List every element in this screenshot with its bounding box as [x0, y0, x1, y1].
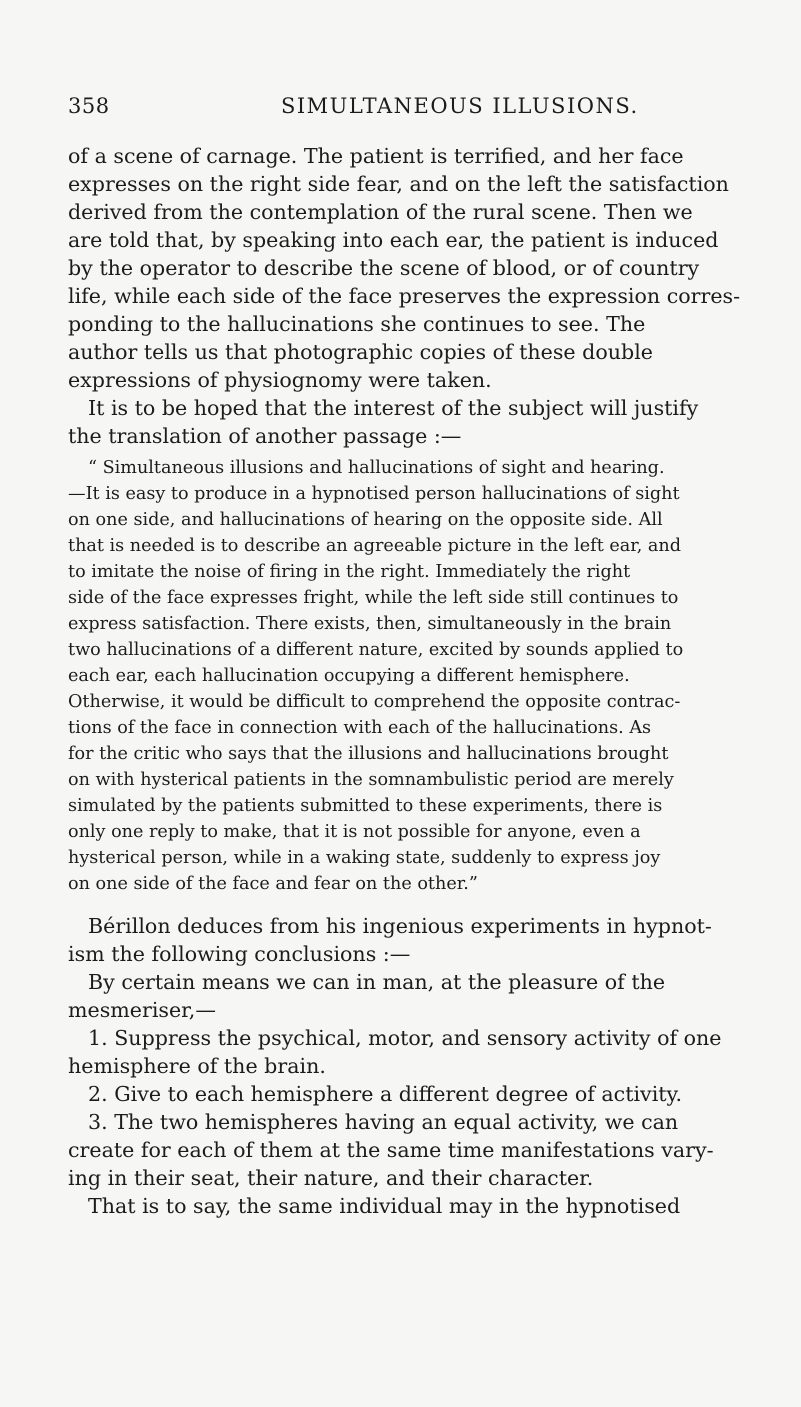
page-header	[68, 94, 780, 124]
text-line: by the operator to describe the scene of blood, or of country	[68, 256, 700, 280]
list-item: 2. Give to each hemisphere a different degree of activity.	[88, 1082, 683, 1106]
quote-line: to imitate the noise of firing in the right. Immediately the right	[68, 562, 631, 582]
text-line: life, while each side of the face preserves the expression corres-	[68, 284, 741, 308]
text-line: mesmeriser,—	[68, 998, 216, 1022]
quote-line: side of the face expresses fright, while the left side still continues to	[68, 588, 679, 608]
text-line: ponding to the hallucinations she continues to see. The	[68, 312, 646, 336]
text-line: That is to say, the same individual may in the hypnotised	[88, 1194, 681, 1218]
list-item: 3. The two hemispheres having an equal activity, we can	[88, 1110, 679, 1134]
quote-line: that is needed is to describe an agreeable picture in the left ear, and	[68, 536, 682, 556]
quote-line: hysterical person, while in a waking state, suddenly to express joy	[68, 848, 661, 868]
text-line: ing in their seat, their nature, and their character.	[68, 1166, 594, 1190]
quote-line: each ear, each hallucination occupying a different hemisphere.	[68, 666, 630, 686]
running-head: SIMULTANEOUS ILLUSIONS.	[281, 94, 639, 118]
quote-line: for the critic who says that the illusions and hallucinations brought	[68, 744, 669, 764]
quote-line: on one side of the face and fear on the other.”	[68, 874, 478, 894]
quote-line: tions of the face in connection with each of the hallucinations. As	[68, 718, 652, 738]
text-line: By certain means we can in man, at the pleasure of the	[88, 970, 666, 994]
quote-line: on one side, and hallucinations of hearing on the opposite side. All	[68, 510, 663, 530]
text-line: derived from the contemplation of the rural scene. Then we	[68, 200, 693, 224]
quote-line: on with hysterical patients in the somnambulistic period are merely	[68, 770, 674, 790]
text-line: Bérillon deduces from his ingenious experiments in hypnot-	[88, 914, 712, 938]
page-number: 358	[68, 94, 110, 118]
quote-line: only one reply to make, that it is not possible for anyone, even a	[68, 822, 641, 842]
quote-line: “ Simultaneous illusions and hallucinations of sight and hearing.	[88, 458, 665, 478]
text-line: of a scene of carnage. The patient is terrified, and her face	[68, 144, 684, 168]
text-line: expresses on the right side fear, and on the left the satisfaction	[68, 172, 729, 196]
quote-line: express satisfaction. There exists, then, simultaneously in the brain	[68, 614, 672, 634]
text-line: create for each of them at the same time manifestations vary-	[68, 1138, 714, 1162]
text-line: expressions of physiognomy were taken.	[68, 368, 492, 392]
text-line: ism the following conclusions :—	[68, 942, 411, 966]
quote-line: Otherwise, it would be difficult to comprehend the opposite contrac-	[68, 692, 681, 712]
quote-line: —It is easy to produce in a hypnotised person hallucinations of sight	[68, 484, 680, 504]
text-line: It is to be hoped that the interest of the subject will justify	[88, 396, 699, 420]
text-line: the translation of another passage :—	[68, 424, 462, 448]
text-line: hemisphere of the brain.	[68, 1054, 326, 1078]
quote-line: simulated by the patients submitted to these experiments, there is	[68, 796, 663, 816]
quote-line: two hallucinations of a different nature, excited by sounds applied to	[68, 640, 684, 660]
text-line: author tells us that photographic copies of these double	[68, 340, 653, 364]
list-item: 1. Suppress the psychical, motor, and sensory activity of one	[88, 1026, 722, 1050]
text-line: are told that, by speaking into each ear, the patient is induced	[68, 228, 719, 252]
